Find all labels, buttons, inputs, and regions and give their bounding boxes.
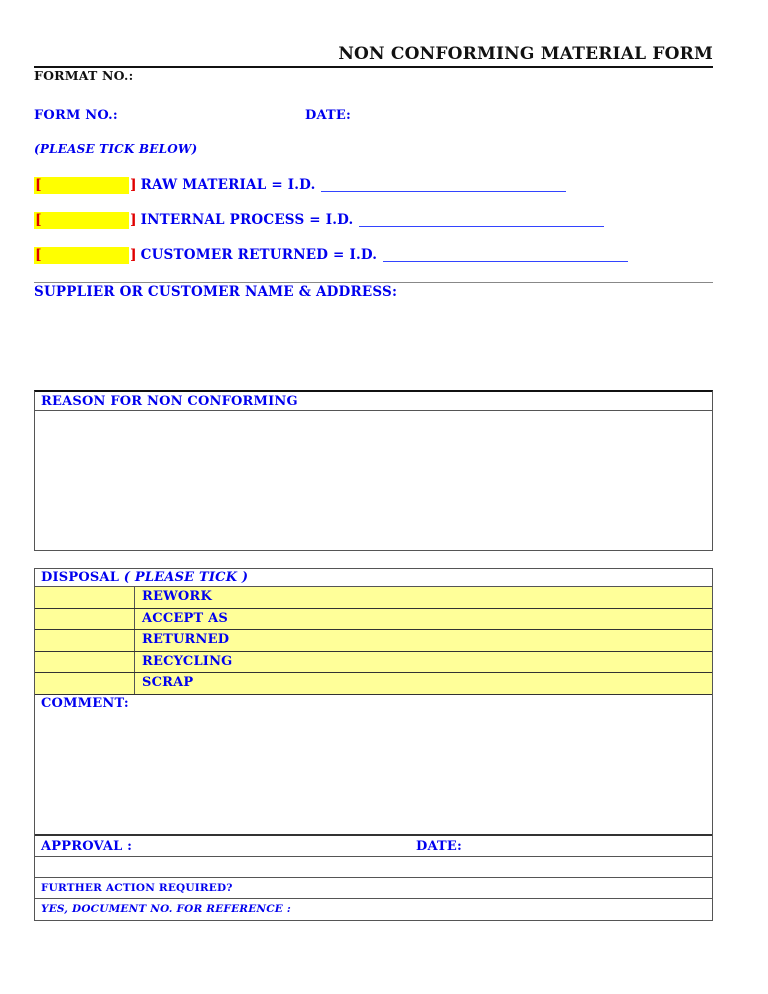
approval-date-label: DATE: (416, 838, 463, 854)
tick-row-customer-returned (34, 246, 628, 264)
reference-label: YES, DOCUMENT NO. FOR REFERENCE : (41, 902, 291, 915)
disposal-row-rework (35, 587, 712, 609)
accept-as-label: ACCEPT AS (142, 610, 228, 626)
supplier-label: SUPPLIER OR CUSTOMER NAME & ADDRESS: (34, 284, 398, 300)
internal-process-label: INTERNAL PROCESS = I.D. (140, 212, 354, 228)
rework-checkbox[interactable] (35, 587, 135, 608)
reason-label: REASON FOR NON CONFORMING (35, 392, 712, 411)
bracket-left: [ (35, 177, 42, 193)
disposal-row-accept-as (35, 609, 712, 631)
title-rule (34, 66, 713, 68)
returned-checkbox[interactable] (35, 630, 135, 651)
rework-label: REWORK (142, 589, 212, 604)
approval-field[interactable] (35, 857, 712, 878)
comment-field[interactable] (35, 713, 712, 836)
customer-returned-checkbox[interactable] (34, 247, 129, 264)
tick-note: (PLEASE TICK BELOW) (34, 142, 198, 156)
disposal-section (34, 568, 713, 921)
raw-material-id-field[interactable] (321, 178, 566, 192)
form-no-label: FORM NO.: (34, 108, 118, 123)
customer-returned-id-field[interactable] (383, 248, 628, 262)
internal-process-checkbox[interactable] (34, 212, 129, 229)
reason-field[interactable] (35, 411, 712, 550)
disposal-note: ( PLEASE TICK ) (123, 570, 249, 585)
internal-process-id-field[interactable] (359, 213, 604, 227)
accept-as-checkbox[interactable] (35, 609, 135, 630)
bracket-right: ] (130, 247, 137, 263)
supplier-field[interactable] (34, 302, 713, 386)
bracket-right: ] (130, 177, 137, 193)
separator-rule (34, 282, 713, 283)
recycling-label: RECYCLING (142, 653, 233, 669)
bracket-left: [ (35, 247, 42, 263)
raw-material-checkbox[interactable] (34, 177, 129, 194)
comment-label: COMMENT: (41, 695, 129, 711)
disposal-header (35, 569, 712, 587)
scrap-label: SCRAP (142, 675, 194, 690)
further-action-label: FURTHER ACTION REQUIRED? (35, 878, 712, 899)
disposal-row-recycling (35, 652, 712, 674)
tick-row-raw-material (34, 176, 566, 194)
reason-section (34, 390, 713, 551)
bracket-right: ] (130, 212, 137, 228)
date-label: DATE: (305, 108, 352, 123)
scrap-checkbox[interactable] (35, 673, 135, 694)
disposal-row-returned (35, 630, 712, 652)
raw-material-label: RAW MATERIAL = I.D. (140, 177, 316, 193)
approval-row (35, 836, 712, 857)
returned-label: RETURNED (142, 632, 230, 647)
approval-label: APPROVAL : (41, 838, 133, 854)
disposal-row-scrap (35, 673, 712, 695)
recycling-checkbox[interactable] (35, 652, 135, 673)
bracket-left: [ (35, 212, 42, 228)
form-title: NON CONFORMING MATERIAL FORM (338, 44, 713, 64)
disposal-label: DISPOSAL (41, 570, 120, 585)
tick-row-internal-process (34, 211, 604, 229)
customer-returned-label: CUSTOMER RETURNED = I.D. (140, 247, 378, 263)
format-no-label: FORMAT NO.: (34, 68, 134, 83)
